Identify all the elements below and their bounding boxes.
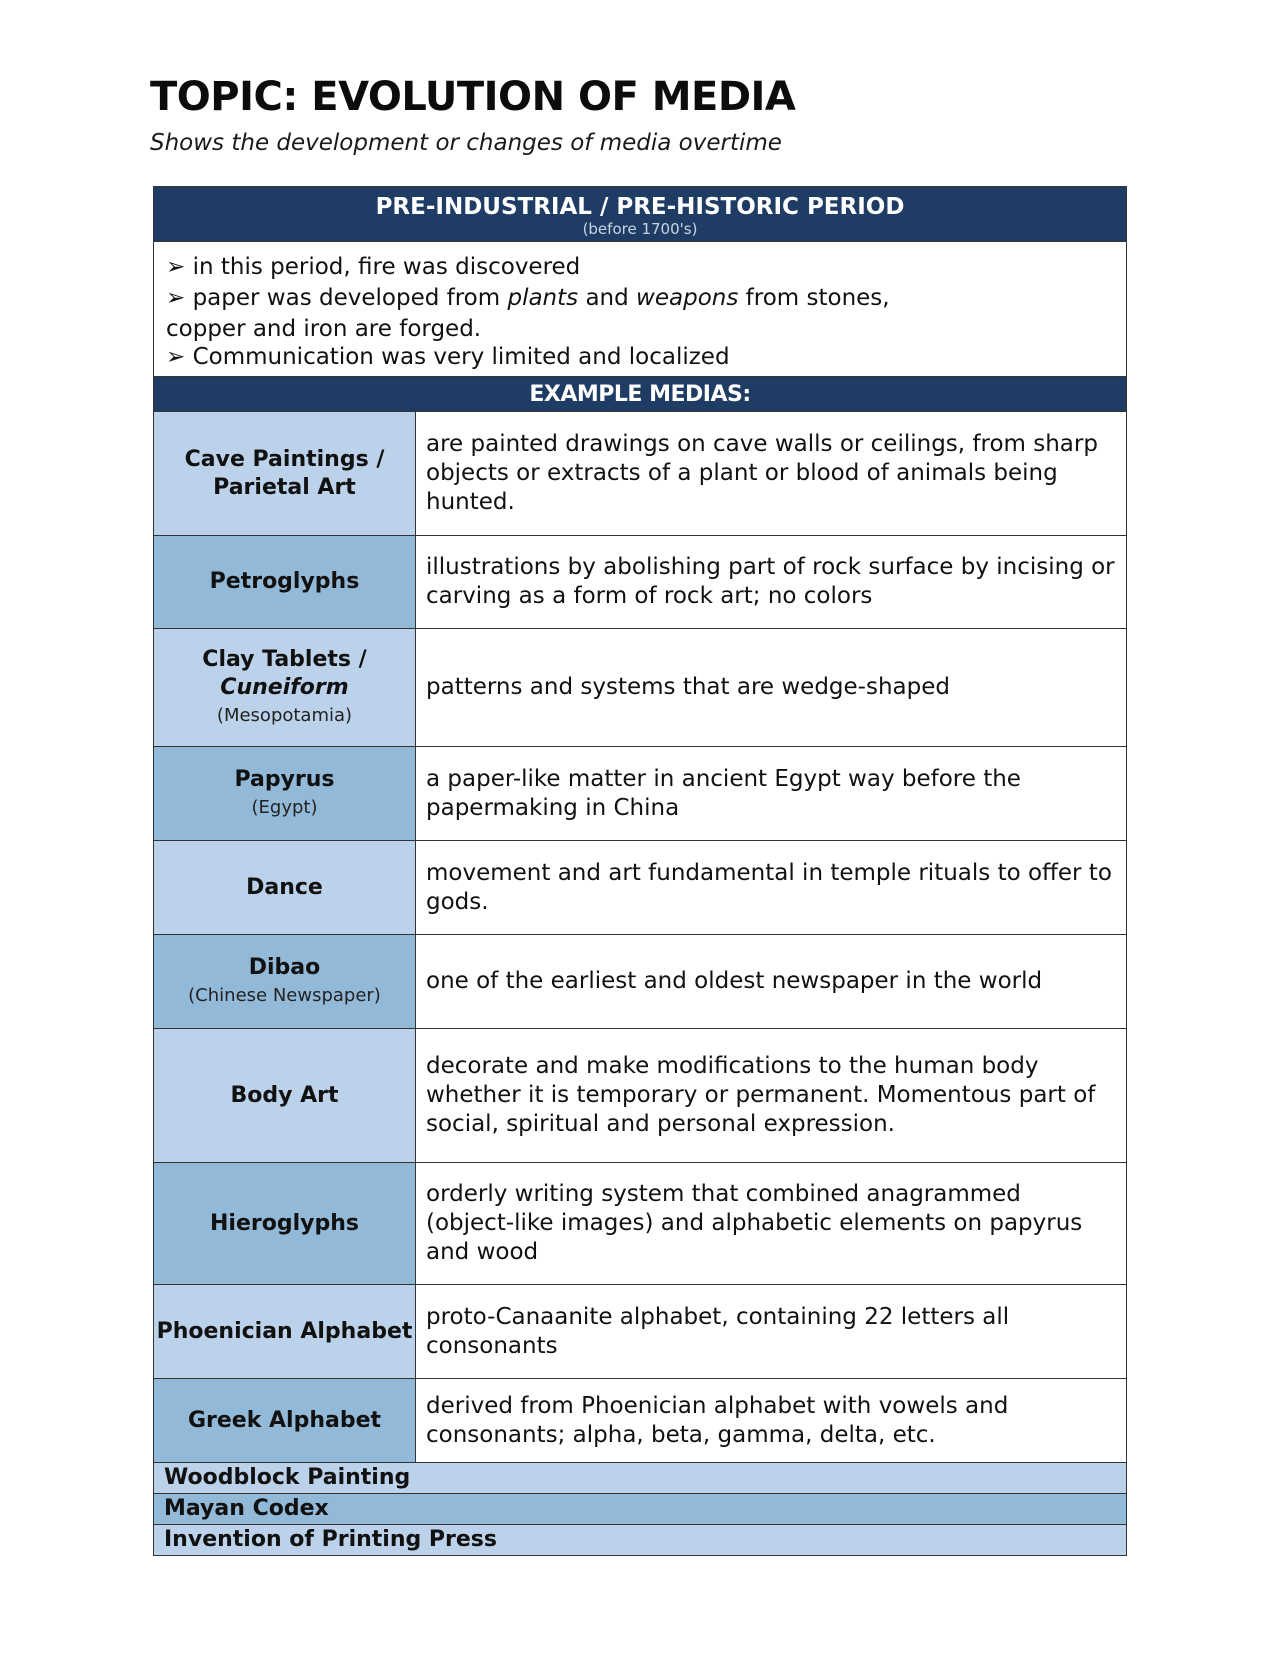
table-row xyxy=(154,1525,1127,1556)
period-intro xyxy=(154,242,1127,377)
intro-line-1: ➢ in this period, fire was discovered xyxy=(166,254,581,280)
media-name: Phoenician Alphabet xyxy=(154,1285,416,1379)
table-row xyxy=(154,841,1127,935)
media-description: decorate and make modifications to the human body whether it is temporary or permanent. Momentous part of social, spiritual and personal expression. xyxy=(416,1029,1127,1163)
table-row xyxy=(154,536,1127,629)
period-subtitle: (before 1700's) xyxy=(582,220,698,238)
extra-media-item: Invention of Printing Press xyxy=(154,1525,1127,1556)
media-description: are painted drawings on cave walls or ceilings, from sharp objects or extracts of a plant or blood of animals being hunted. xyxy=(416,412,1127,536)
media-name: Papyrus (Egypt) xyxy=(154,747,416,841)
period-header xyxy=(154,187,1127,242)
page-title: TOPIC: EVOLUTION OF MEDIA xyxy=(150,74,796,120)
media-description: movement and art fundamental in temple rituals to offer to gods. xyxy=(416,841,1127,935)
table-row xyxy=(154,747,1127,841)
table-row xyxy=(154,1029,1127,1163)
media-description: orderly writing system that combined anagrammed (object-like images) and alphabetic elements on papyrus and wood xyxy=(416,1163,1127,1285)
table-row xyxy=(154,1379,1127,1463)
media-name: Cave Paintings / Parietal Art xyxy=(154,412,416,536)
extra-media-item: Mayan Codex xyxy=(154,1494,1127,1525)
media-name: Body Art xyxy=(154,1029,416,1163)
media-description: derived from Phoenician alphabet with vowels and consonants; alpha, beta, gamma, delta, etc. xyxy=(416,1379,1127,1463)
media-name: Greek Alphabet xyxy=(154,1379,416,1463)
media-description: patterns and systems that are wedge-shaped xyxy=(416,629,1127,747)
table-row xyxy=(154,1163,1127,1285)
table-row xyxy=(154,629,1127,747)
table-row xyxy=(154,1494,1127,1525)
media-description: proto-Canaanite alphabet, containing 22 letters all consonants xyxy=(416,1285,1127,1379)
page-subtitle: Shows the development or changes of media overtime xyxy=(150,130,782,156)
media-description: illustrations by abolishing part of rock surface by incising or carving as a form of rock art; no colors xyxy=(416,536,1127,629)
intro-line-4: ➢ Communication was very limited and localized xyxy=(166,344,730,370)
intro-line-2: ➢ paper was developed from plants and weapons from stones, xyxy=(166,285,890,311)
media-description: one of the earliest and oldest newspaper in the world xyxy=(416,935,1127,1029)
media-description: a paper-like matter in ancient Egypt way before the papermaking in China xyxy=(416,747,1127,841)
media-name: Hieroglyphs xyxy=(154,1163,416,1285)
media-name: Clay Tablets / Cuneiform (Mesopotamia) xyxy=(154,629,416,747)
period-title: PRE-INDUSTRIAL / PRE-HISTORIC PERIOD xyxy=(375,194,905,220)
media-table xyxy=(153,186,1127,1556)
examples-heading: EXAMPLE MEDIAS: xyxy=(154,377,1127,412)
media-name: Dibao (Chinese Newspaper) xyxy=(154,935,416,1029)
table-row xyxy=(154,1463,1127,1494)
intro-line-3: copper and iron are forged. xyxy=(166,316,482,342)
table-row xyxy=(154,935,1127,1029)
extra-media-item: Woodblock Painting xyxy=(154,1463,1127,1494)
table-row xyxy=(154,1285,1127,1379)
table-row xyxy=(154,412,1127,536)
media-name: Dance xyxy=(154,841,416,935)
media-name: Petroglyphs xyxy=(154,536,416,629)
